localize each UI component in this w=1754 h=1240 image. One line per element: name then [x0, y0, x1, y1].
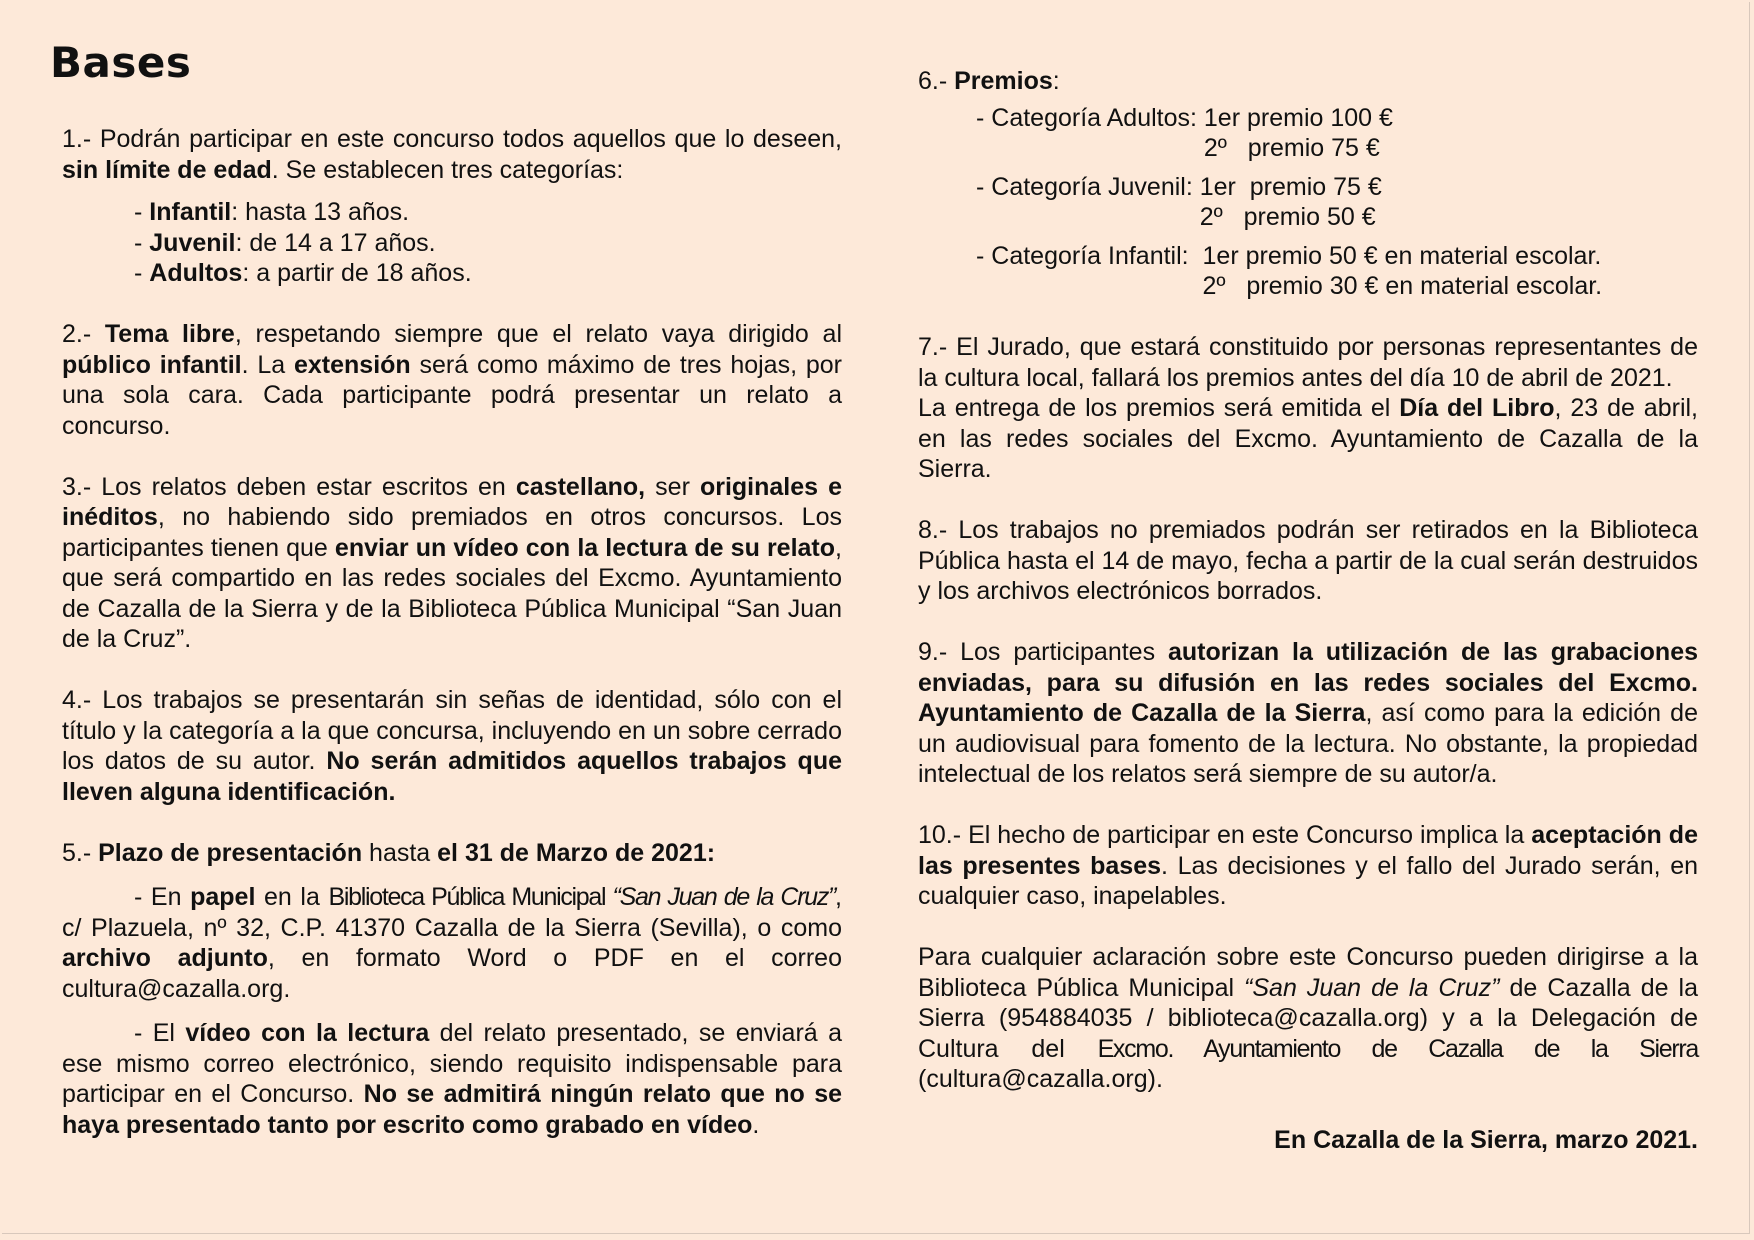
base-2-bold: extensión	[294, 350, 411, 379]
base-8	[918, 515, 1698, 607]
base-3-text: , no habiendo sido premiados en otros concursos. Los participantes tienen que	[62, 503, 842, 562]
base-4-bold: No serán admitidos aquellos trabajos que lleven alguna identificación.	[62, 747, 842, 806]
base-7-delivery	[918, 393, 1698, 485]
category-range: : de 14 a 17 años.	[235, 228, 436, 257]
list-dash: -	[134, 259, 150, 287]
base-7-text: 7.- El Jurado, que estará constituido por personas representantes de la cultura local, fallará los premios antes del día 10 de abril de 2021.	[918, 333, 1698, 392]
contact-library-title: “San Juan de la Cruz”	[1244, 973, 1500, 1002]
base-5-paper-text: , c/ Plazuela, nº 32, C.P. 41370 Cazalla de la Sierra (Sevilla), o como	[62, 883, 842, 942]
base-5-bold: Plazo de presentación	[98, 838, 363, 867]
base-7-bold: Día del Libro	[1399, 394, 1555, 422]
base-5-video-text: del relato presentado, se enviará a ese mismo correo electrónico, siendo requisito indispensable para participar en el Concurso.	[62, 1019, 843, 1108]
base-10-text: 10.- El hecho de participar en este Concurso implica la	[918, 821, 1532, 849]
base-10-text: . Las decisiones y el fallo del Jurado serán, en cualquier caso, inapelables.	[918, 851, 1698, 910]
category-item-adultos	[134, 258, 842, 289]
category-range: : hasta 13 años.	[231, 198, 410, 226]
base-6-text: :	[1052, 67, 1060, 95]
prize-second: 2º premio 30 € en material escolar.	[1202, 272, 1603, 300]
base-9-text: , así como para la edición de un audiovisual para fomento de la lectura. No obstante, la propiedad intelectual de los relatos será siempre de su autor/a.	[918, 699, 1698, 788]
base-7-text: La entrega de los premios será emitida el	[918, 394, 1400, 422]
contact-city-council: Excmo. Ayuntamiento de Cazalla de la Sierra	[1097, 1034, 1698, 1063]
base-3-text: , que será compartido en las redes sociales del Excmo. Ayuntamiento de Cazalla de la Sierra y de la Biblioteca Pública Municipal “San Juan de la Cruz”.	[62, 533, 842, 653]
prize-first: 1er premio 50 € en material escolar.	[1202, 241, 1602, 270]
base-2-bold: Tema libre	[104, 320, 235, 348]
base-4-text: 4.- Los trabajos se presentarán sin señas de identidad, sólo con el título y la categoría a la que concursa, incluyendo en un sobre cerrado los datos de su autor.	[62, 686, 842, 775]
base-2	[62, 319, 842, 441]
base-3-text: 3.- Los relatos deben estar escritos en	[62, 472, 516, 501]
base-9	[918, 637, 1698, 790]
base-9-bold: autorizan la utilización de las grabaciones enviadas, para su difusión en las redes sociales del Excmo. Ayuntamiento de Cazalla de la Sierra	[918, 638, 1698, 727]
base-5-paper-text: - En	[134, 883, 191, 911]
prize-first: 1er premio 75 €	[1199, 172, 1382, 201]
base-3-text: ser	[645, 472, 700, 501]
base-8-text: 8.- Los trabajos no premiados podrán ser retirados en la Biblioteca Pública hasta el 14 de mayo, fecha a partir de la cual serán destruidos y los archivos electrónicos borrados.	[918, 516, 1698, 605]
base-5-video-text: - El	[134, 1019, 186, 1047]
base-1-text-end: . Se establecen tres categorías:	[271, 155, 624, 184]
base-5-paper-bold: papel	[190, 883, 256, 911]
category-name: Infantil	[149, 198, 232, 226]
base-1	[62, 124, 842, 185]
base-5-video-bold: vídeo con la lectura	[185, 1019, 430, 1047]
base-2-text: . La	[241, 350, 294, 379]
prize-second: 2º premio 50 €	[1199, 203, 1376, 231]
base-5-library-title: “San Juan de la Cruz”	[605, 883, 836, 911]
base-3-bold: originales e inéditos	[62, 472, 842, 531]
base-6-text: 6.-	[918, 67, 955, 95]
category-name: Juvenil	[149, 228, 236, 257]
contact-text: Para cualquier aclaración sobre este Concurso pueden dirigirse a la Biblioteca Pública Municipal	[918, 943, 1698, 1002]
base-5-paper	[62, 882, 842, 1004]
prize-category: - Categoría Juvenil:	[976, 172, 1200, 201]
contact-text: (cultura@cazalla.org).	[918, 1065, 1163, 1093]
list-dash: -	[134, 198, 150, 226]
base-2-bold: público infantil	[62, 350, 242, 379]
prize-group-infantil	[976, 241, 1698, 302]
base-10	[918, 820, 1698, 912]
right-column	[918, 66, 1698, 1156]
prize-group-adultos	[976, 103, 1698, 164]
page-title: Bases	[50, 38, 192, 87]
category-name: Adultos	[149, 259, 243, 287]
prize-second: 2º premio 75 €	[1203, 134, 1380, 162]
prize-category: - Categoría Adultos:	[976, 103, 1204, 132]
base-3-bold: castellano,	[515, 472, 646, 501]
base-2-text: 2.-	[62, 320, 105, 348]
base-3-bold: enviar un vídeo con la lectura de su relato	[334, 533, 836, 562]
base-5-library-name: Biblioteca Pública Municipal	[328, 883, 606, 911]
base-5-text: hasta	[362, 838, 438, 867]
base-2-text: será como máximo de tres hojas, por una sola cara. Cada participante podrá presentar un relato a concurso.	[62, 350, 842, 440]
base-5-video	[62, 1018, 842, 1140]
base-1-text: 1.- Podrán participar en este concurso todos aquellos que lo deseen,	[62, 125, 842, 153]
base-5-video-bold: No se admitirá ningún relato que no se haya presentado tanto por escrito como grabado en vídeo	[62, 1080, 843, 1139]
base-4	[62, 685, 842, 807]
base-1-bold-age: sin límite de edad	[62, 155, 272, 184]
category-item-juvenil	[134, 228, 842, 259]
base-6-bold: Premios	[954, 67, 1053, 95]
prize-category: - Categoría Infantil:	[976, 241, 1203, 270]
base-2-text: , respetando siempre que el relato vaya dirigido al	[234, 320, 842, 348]
base-6	[918, 66, 1698, 97]
contact-text: de Cazalla de la Sierra (954884035 / biblioteca@cazalla.org) y a la Delegación de Cultura del	[918, 973, 1698, 1063]
base-9-text: 9.- Los participantes	[918, 638, 1168, 666]
base-5-video-text: .	[752, 1110, 760, 1139]
category-range: : a partir de 18 años.	[242, 259, 472, 287]
base-5-paper-text: en la	[255, 883, 329, 911]
left-column	[62, 124, 842, 1140]
base-7	[918, 332, 1698, 393]
base-5-bold-date: el 31 de Marzo de 2021:	[437, 838, 716, 867]
base-5-paper-bold: archivo adjunto	[62, 944, 268, 972]
contact-info	[918, 942, 1698, 1095]
prize-first: 1er premio 100 €	[1203, 103, 1393, 132]
category-item-infantil	[134, 197, 842, 228]
signature: En Cazalla de la Sierra, marzo 2021.	[1274, 1126, 1698, 1154]
base-5-paper-text: , en formato Word o PDF en el correo cultura@cazalla.org.	[62, 944, 842, 1003]
prize-group-juvenil	[976, 172, 1698, 233]
base-5-text: 5.-	[62, 838, 99, 867]
base-3	[62, 472, 842, 655]
base-5	[62, 838, 842, 869]
list-dash: -	[134, 228, 150, 257]
category-list	[62, 197, 842, 289]
prize-list	[918, 103, 1698, 302]
base-7-text: , 23 de abril, en las redes sociales del Excmo. Ayuntamiento de Cazalla de la Sierra.	[918, 394, 1698, 483]
base-10-bold: aceptación de las presentes bases	[918, 821, 1698, 880]
